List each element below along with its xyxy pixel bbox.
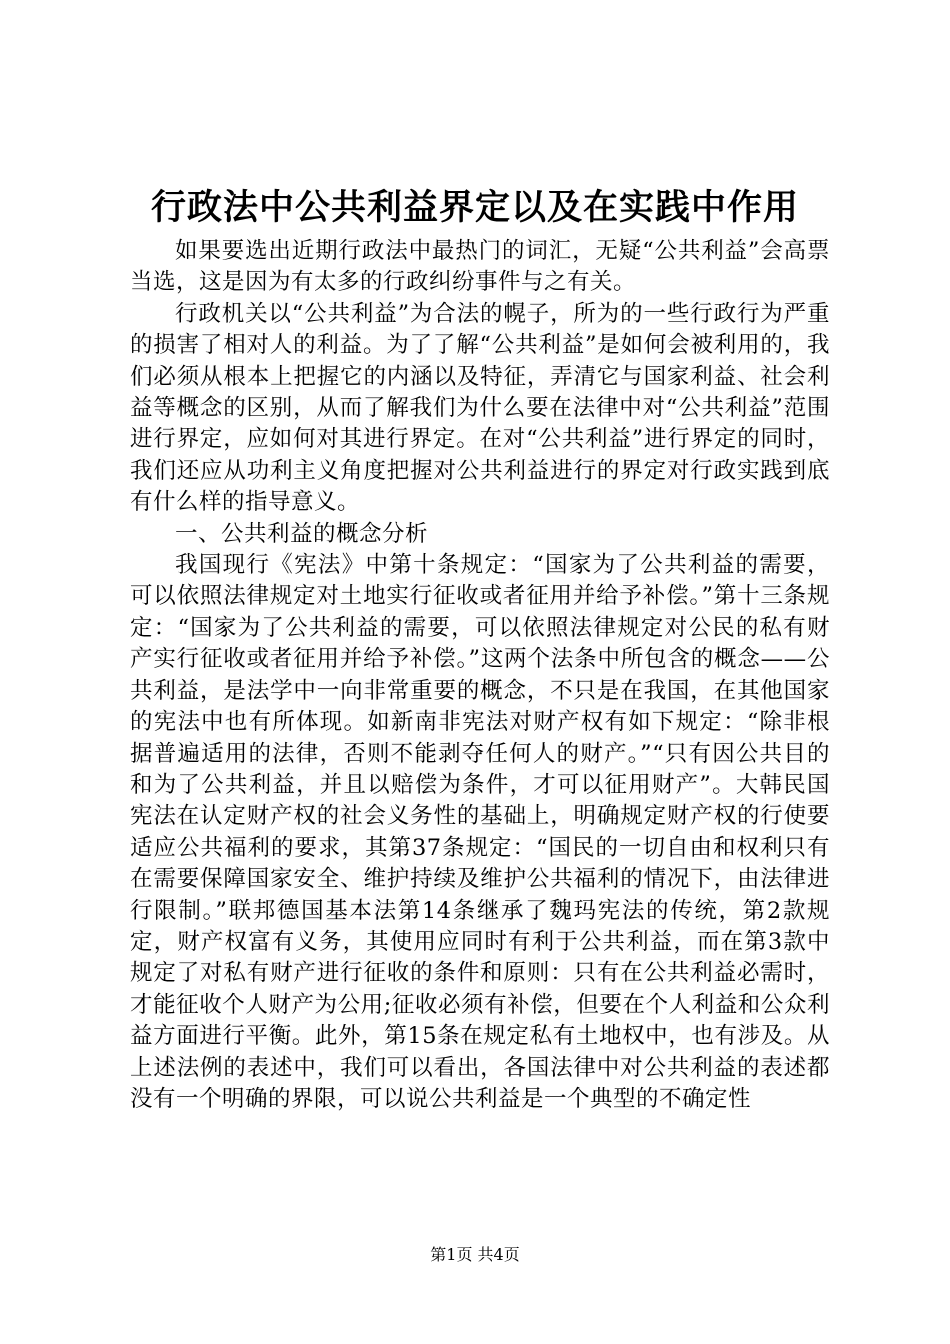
document-title: 行政法中公共利益界定以及在实践中作用 xyxy=(150,187,799,228)
page-footer: 第1页 共4页 xyxy=(430,1245,520,1264)
paragraph-background: 行政机关以“公共利益”为合法的幌子，所为的一些行政行为严重的损害了相对人的利益。为了了解“公共利益”是如何会被利用的，我们必须从根本上把握它的内涵以及特征，弄清它与国家利益、社会利益等概念的区别，从而了解我们为什么要在法律中对“公共利益”范围进行界定，应如何对其进行界定。在对“公共利益”进行界定的同时，我们还应从功利主义角度把握对公共利益进行的界定对行政实践到底有什么样的指导意义。 xyxy=(130,300,830,516)
section-heading: 一、公共利益的概念分析 xyxy=(175,520,429,547)
paragraph-concept-analysis: 我国现行《宪法》中第十条规定：“国家为了公共利益的需要，可以依照法律规定对土地实行征收或者征用并给予补偿。”第十三条规定：“国家为了公共利益的需要，可以依照法律规定对公民的私有财产实行征收或者征用并给予补偿。”这两个法条中所包含的概念——公共利益，是法学中一向非常重要的概念，不只是在我国，在其他国家的宪法中也有所体现。如新南非宪法对财产权有如下规定：“除非根据普遍适用的法律，否则不能剥夺任何人的财产。”“只有因公共目的和为了公共利益，并且以赔偿为条件，才可以征用财产”。大韩民国宪法在认定财产权的社会义务性的基础上，明确规定财产权的行使要适应公共福利的要求，其第37条规定：“国民的一切自由和权利只有在需要保障国家安全、维护持续及维护公共福利的情况下，由法律进行限制。”联邦德国基本法第14条继承了魏玛宪法的传统，第2款规定，财产权富有义务，其使用应同时有利于公共利益，而在第3款中规定了对私有财产进行征收的条件和原则：只有在公共利益必需时，才能征收个人财产为公用;征收必须有补偿，但要在个人利益和公众利益方面进行平衡。此外，第15条在规定私有土地权中，也有涉及。从上述法例的表述中，我们可以看出，各国法律中对公共利益的表述都没有一个明确的界限，可以说公共利益是一个典型的不确定性 xyxy=(130,552,830,1112)
document-body xyxy=(130,236,830,1115)
paragraph-intro: 如果要选出近期行政法中最热门的词汇，无疑“公共利益”会高票当选，这是因为有太多的行政纠纷事件与之有关。 xyxy=(130,238,830,296)
